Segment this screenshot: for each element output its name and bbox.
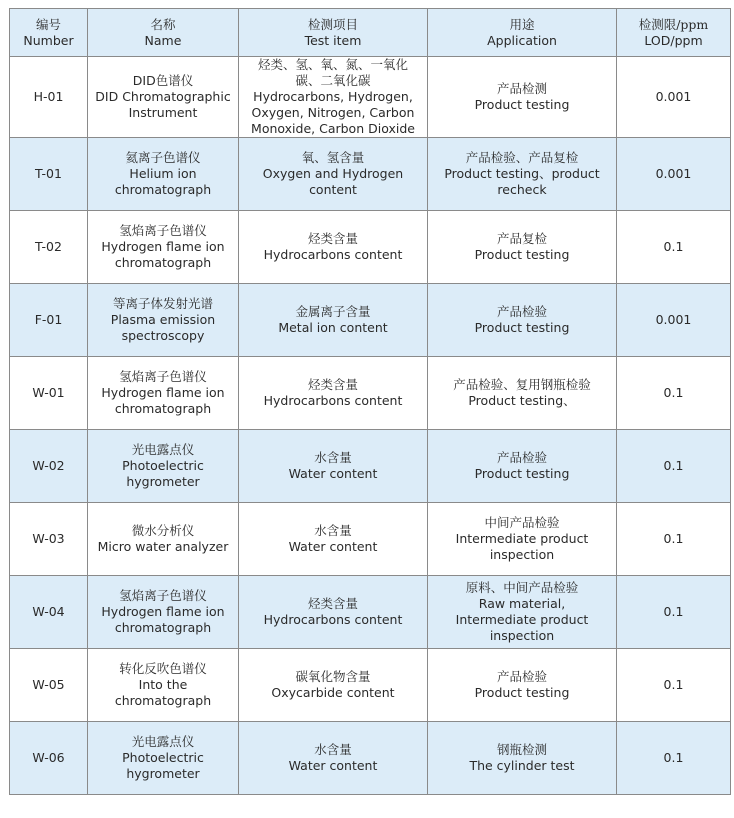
cell-test-item-line: 烃类含量 [307, 596, 358, 611]
cell-test-item-line: Metal ion content [278, 320, 388, 335]
cell-application-line: 产品检验 [496, 450, 547, 465]
cell-application-line: 钢瓶检测 [496, 742, 547, 757]
cell-application-line: Raw material, [478, 596, 566, 611]
header-number [10, 9, 88, 57]
cell-test-item-line: Oxycarbide content [271, 685, 395, 700]
table-row [10, 722, 731, 795]
cell-name-line: chromatograph [114, 255, 212, 270]
header-application-zh: 用途 [509, 16, 535, 32]
cell-name [88, 57, 239, 138]
cell-application [428, 211, 617, 284]
cell-lod: 0.1 [617, 649, 731, 722]
cell-test-item-line: 氧、氢含量 [301, 150, 365, 165]
cell-test-item [239, 649, 428, 722]
header-application-en: Application [487, 32, 557, 48]
cell-name-line: Instrument [128, 105, 198, 120]
cell-application-line: Intermediate product [455, 612, 589, 627]
cell-application-line: Product testing、 [468, 393, 576, 408]
cell-number: W-02 [10, 430, 88, 503]
cell-name-line: 光电露点仪 [131, 442, 195, 457]
cell-test-item-line: 烃类含量 [307, 231, 358, 246]
cell-number: F-01 [10, 284, 88, 357]
header-test-item-zh: 检测项目 [307, 16, 358, 32]
cell-test-item-line: Hydrocarbons content [263, 612, 403, 627]
cell-application-line: 产品检验 [496, 304, 547, 319]
table-row [10, 430, 731, 503]
header-number-en: Number [23, 32, 74, 48]
cell-application-line: Product testing [474, 320, 570, 335]
cell-name-line: Hydrogen flame ion [101, 239, 225, 254]
table-row [10, 57, 731, 138]
cell-name-line: DID色谱仪 [132, 73, 194, 88]
cell-name [88, 357, 239, 430]
cell-application [428, 576, 617, 649]
cell-test-item-line: 碳、二氧化碳 [295, 73, 371, 88]
cell-name-line: Photoelectric [122, 458, 204, 473]
cell-test-item-line: 烃类含量 [307, 377, 358, 392]
table-row [10, 649, 731, 722]
cell-test-item [239, 722, 428, 795]
cell-application-line: 产品复检 [496, 231, 547, 246]
cell-name-line: chromatograph [114, 620, 212, 635]
cell-name [88, 284, 239, 357]
cell-lod: 0.1 [617, 503, 731, 576]
cell-lod: 0.1 [617, 576, 731, 649]
table-row [10, 138, 731, 211]
cell-application-line: inspection [489, 628, 555, 643]
cell-lod: 0.001 [617, 284, 731, 357]
cell-application-line: 产品检验 [496, 669, 547, 684]
cell-test-item-line: 金属离子含量 [295, 304, 371, 319]
cell-name-line: chromatograph [114, 182, 212, 197]
header-lod-en: LOD/ppm [644, 32, 703, 48]
cell-application [428, 503, 617, 576]
cell-test-item-line: Water content [288, 758, 378, 773]
cell-name-line: 氢焰离子色谱仪 [119, 223, 207, 238]
cell-name [88, 649, 239, 722]
cell-name-line: Hydrogen flame ion [101, 604, 225, 619]
header-name [88, 9, 239, 57]
header-test-item-en: Test item [304, 32, 362, 48]
cell-number: H-01 [10, 57, 88, 138]
cell-application [428, 357, 617, 430]
cell-application-line: 中间产品检验 [484, 515, 560, 530]
cell-application [428, 430, 617, 503]
cell-test-item-line: content [309, 182, 357, 197]
cell-name-line: 氢焰离子色谱仪 [119, 369, 207, 384]
cell-name-line: 光电露点仪 [131, 734, 195, 749]
cell-test-item-line: 烃类、氢、氧、氮、一氧化 [257, 57, 408, 72]
cell-test-item-line: Oxygen, Nitrogen, Carbon [251, 105, 415, 120]
cell-name [88, 576, 239, 649]
header-test-item [239, 9, 428, 57]
header-name-en: Name [144, 32, 182, 48]
cell-application-line: 原料、中间产品检验 [465, 580, 579, 595]
cell-test-item [239, 430, 428, 503]
cell-name-line: Hydrogen flame ion [101, 385, 225, 400]
cell-name-line: Micro water analyzer [97, 539, 229, 554]
header-application [428, 9, 617, 57]
cell-name-line: 微水分析仪 [131, 523, 195, 538]
cell-name-line: Plasma emission [110, 312, 216, 327]
cell-test-item [239, 503, 428, 576]
cell-name-line: 转化反吹色谱仪 [119, 661, 207, 676]
cell-number: W-05 [10, 649, 88, 722]
cell-test-item [239, 284, 428, 357]
cell-test-item-line: Oxygen and Hydrogen [262, 166, 404, 181]
cell-name-line: 等离子体发射光谱 [112, 296, 213, 311]
cell-number: W-04 [10, 576, 88, 649]
cell-lod: 0.1 [617, 357, 731, 430]
cell-test-item [239, 576, 428, 649]
cell-application-line: Intermediate product [455, 531, 589, 546]
cell-test-item-line: Hydrocarbons content [263, 247, 403, 262]
header-number-zh: 编号 [35, 16, 61, 32]
cell-number: W-06 [10, 722, 88, 795]
cell-name-line: 氦离子色谱仪 [125, 150, 201, 165]
cell-name-line: Photoelectric [122, 750, 204, 765]
cell-name-line: hygrometer [126, 474, 200, 489]
cell-application-line: Product testing [474, 97, 570, 112]
cell-application-line: The cylinder test [469, 758, 575, 773]
cell-name [88, 211, 239, 284]
header-name-zh: 名称 [150, 16, 176, 32]
table-row [10, 357, 731, 430]
table-row [10, 211, 731, 284]
cell-name [88, 503, 239, 576]
cell-application-line: Product testing、product [444, 166, 600, 181]
cell-name-line: Helium ion [129, 166, 197, 181]
cell-name-line: Into the chromatograph [114, 677, 212, 708]
cell-application-line: Product testing [474, 247, 570, 262]
cell-application [428, 57, 617, 138]
table-row [10, 284, 731, 357]
cell-name [88, 430, 239, 503]
cell-test-item-line: Monoxide, Carbon Dioxide [251, 121, 415, 136]
cell-test-item-line: Water content [288, 466, 378, 481]
cell-test-item [239, 57, 428, 138]
cell-application-line: recheck [497, 182, 547, 197]
cell-lod: 0.1 [617, 430, 731, 503]
cell-application [428, 722, 617, 795]
cell-name [88, 722, 239, 795]
cell-test-item [239, 357, 428, 430]
cell-number: T-01 [10, 138, 88, 211]
cell-number: W-01 [10, 357, 88, 430]
cell-lod: 0.1 [617, 211, 731, 284]
cell-application [428, 649, 617, 722]
cell-test-item [239, 211, 428, 284]
cell-application-line: Product testing [474, 466, 570, 481]
cell-application [428, 138, 617, 211]
cell-test-item-line: 水含量 [314, 523, 352, 538]
cell-application [428, 284, 617, 357]
cell-lod: 0.001 [617, 138, 731, 211]
cell-application-line: 产品检验、复用钢瓶检验 [453, 377, 591, 392]
cell-test-item-line: Hydrocarbons content [263, 393, 403, 408]
cell-name [88, 138, 239, 211]
cell-name-line: chromatograph [114, 401, 212, 416]
table-row [10, 576, 731, 649]
cell-number: T-02 [10, 211, 88, 284]
cell-test-item-line: 水含量 [314, 742, 352, 757]
header-lod-zh: 检测限/ppm [638, 16, 709, 32]
cell-test-item-line: 水含量 [314, 450, 352, 465]
cell-test-item [239, 138, 428, 211]
cell-name-line: DID Chromatographic [95, 89, 231, 104]
table-header-row [10, 9, 731, 57]
table-row [10, 503, 731, 576]
cell-lod: 0.1 [617, 722, 731, 795]
cell-name-line: 氢焰离子色谱仪 [119, 588, 207, 603]
header-lod [617, 9, 731, 57]
cell-test-item-line: 碳氧化物含量 [295, 669, 371, 684]
cell-name-line: spectroscopy [121, 328, 205, 343]
cell-test-item-line: Water content [288, 539, 378, 554]
cell-name-line: hygrometer [126, 766, 200, 781]
cell-test-item-line: Hydrocarbons, Hydrogen, [253, 89, 413, 104]
cell-application-line: 产品检验、产品复检 [465, 150, 579, 165]
cell-number: W-03 [10, 503, 88, 576]
cell-application-line: Product testing [474, 685, 570, 700]
cell-application-line: inspection [489, 547, 555, 562]
cell-application-line: 产品检测 [496, 81, 547, 96]
instrument-table [9, 8, 731, 795]
cell-lod: 0.001 [617, 57, 731, 138]
